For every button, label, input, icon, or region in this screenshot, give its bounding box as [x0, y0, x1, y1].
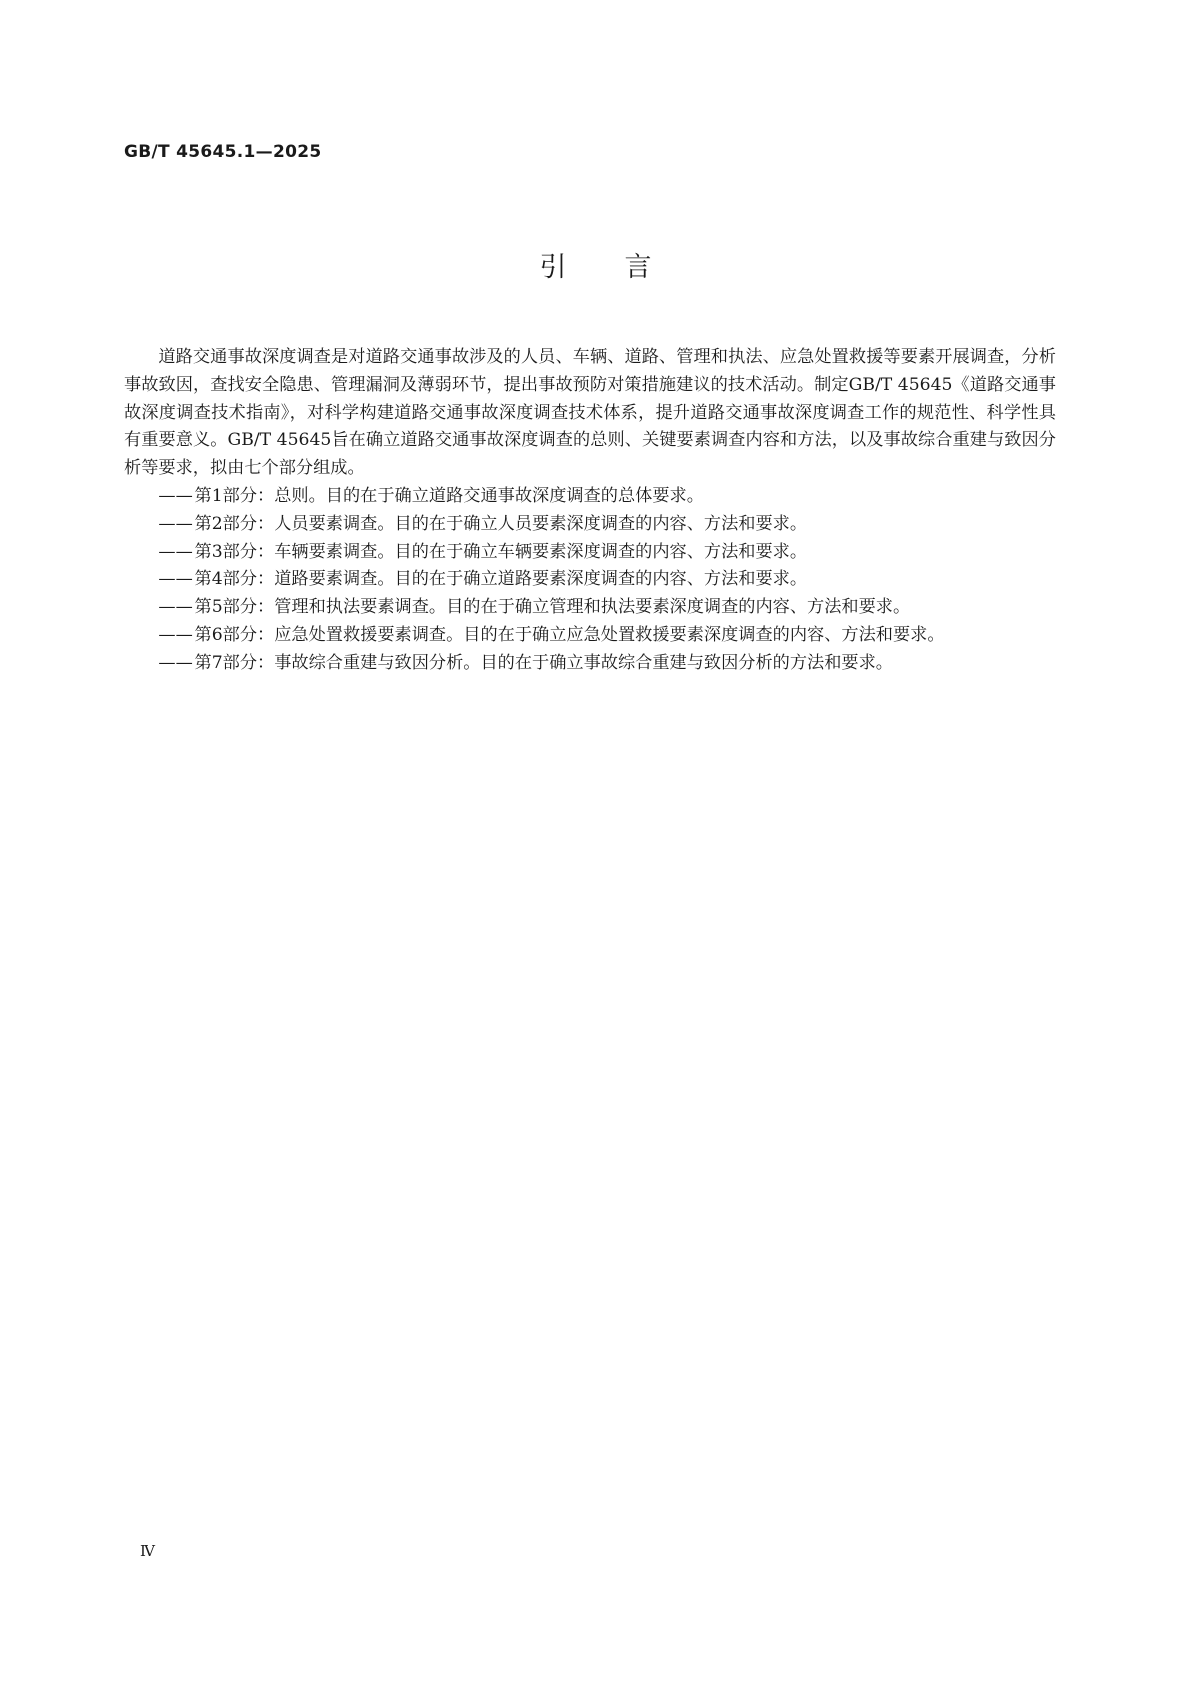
list-item	[124, 622, 1056, 650]
list-item	[124, 483, 1056, 511]
list-dash: ——	[158, 652, 193, 673]
list-dash: ——	[158, 569, 193, 590]
list-item-text: 第7部分：事故综合重建与致因分析。目的在于确立事故综合重建与致因分析的方法和要求。	[194, 652, 893, 673]
document-number: GB/T 45645.1—2025	[124, 142, 322, 162]
list-item-text: 第6部分：应急处置救援要素调查。目的在于确立应急处置救援要素深度调查的内容、方法和要求。	[194, 624, 945, 645]
list-item-text: 第4部分：道路要素调查。目的在于确立道路要素深度调查的内容、方法和要求。	[194, 569, 808, 590]
list-item-text: 第3部分：车辆要素调查。目的在于确立车辆要素深度调查的内容、方法和要求。	[194, 541, 808, 562]
list-dash: ——	[158, 597, 193, 618]
parts-list	[124, 483, 1056, 678]
list-dash: ——	[158, 513, 193, 534]
list-item	[124, 539, 1056, 567]
page-number: Ⅳ	[140, 1542, 155, 1560]
list-dash: ——	[158, 624, 193, 645]
list-item-text: 第1部分：总则。目的在于确立道路交通事故深度调查的总体要求。	[194, 485, 704, 506]
list-item	[124, 511, 1056, 539]
list-item	[124, 650, 1056, 678]
list-item-text: 第5部分：管理和执法要素调查。目的在于确立管理和执法要素深度调查的内容、方法和要求。	[194, 597, 911, 618]
list-item-text: 第2部分：人员要素调查。目的在于确立人员要素深度调查的内容、方法和要求。	[194, 513, 808, 534]
list-item	[124, 566, 1056, 594]
introduction-body	[124, 344, 1056, 678]
intro-paragraph: 道路交通事故深度调查是对道路交通事故涉及的人员、车辆、道路、管理和执法、应急处置救援等要素开展调查，分析事故致因，查找安全隐患、管理漏洞及薄弱环节，提出事故预防对策措施建议的技术活动。制定GB/T 45645《道路交通事故深度调查技术指南》，对科学构建道路交通事故深度调查技术体系，提升道路交通事故深度调查工作的规范性、科学性具有重要意义。GB/T 45645旨在确立道路交通事故深度调查的总则、关键要素调查内容和方法，以及事故综合重建与致因分析等要求，拟由七个部分组成。	[124, 347, 1056, 479]
section-title: 引言	[539, 252, 710, 283]
list-dash: ——	[158, 541, 193, 562]
list-item	[124, 594, 1056, 622]
list-dash: ——	[158, 485, 193, 506]
